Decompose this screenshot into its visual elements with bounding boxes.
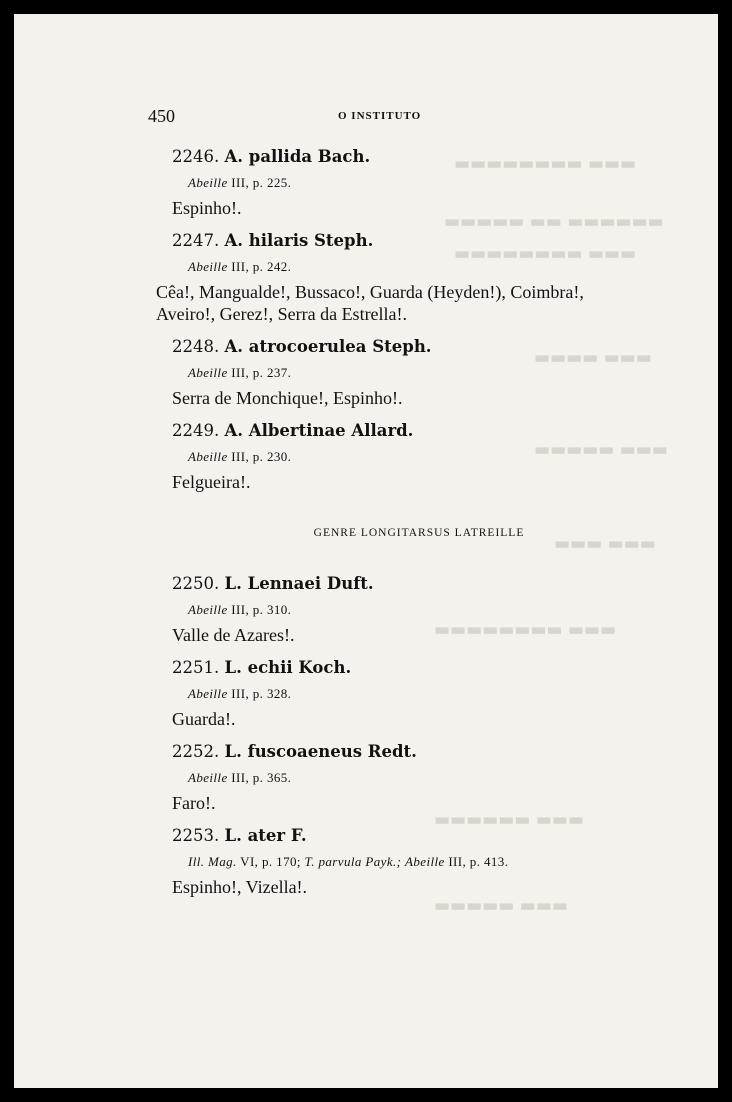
species-list [156, 146, 626, 898]
reference-detail: III, p. 225. [231, 175, 292, 190]
entry-reference [172, 174, 626, 192]
entry-reference [172, 853, 626, 871]
species-name: L. echii Koch. [224, 658, 352, 677]
reference-detail: III, p. 237. [231, 365, 292, 380]
entry-number: 2250. [172, 574, 220, 593]
species-entry-2252 [172, 741, 626, 814]
entry-title [172, 230, 626, 252]
entry-localities: Espinho!. [172, 198, 242, 218]
entry-reference [172, 364, 626, 382]
reference-source: Abeille [188, 175, 228, 190]
entry-reference [172, 258, 626, 276]
reference-synonym: T. parvula Payk.; [304, 854, 402, 869]
entry-localities: Serra de Monchique!, Espinho!. [172, 388, 403, 408]
entry-localities: Guarda!. [172, 709, 236, 729]
entry-title [172, 146, 626, 168]
species-entry-2253 [172, 825, 626, 898]
entry-number: 2247. [172, 231, 220, 250]
entry-number: 2253. [172, 826, 220, 845]
reference-detail: III, p. 230. [231, 449, 292, 464]
entry-localities: Faro!. [172, 793, 216, 813]
reference-source-secondary: Abeille [405, 854, 445, 869]
page-number: 450 [148, 106, 175, 126]
entry-title [172, 420, 626, 442]
reference-detail: VI, p. 170; [240, 854, 301, 869]
entry-number: 2252. [172, 742, 220, 761]
entry-localities: Valle de Azares!. [172, 625, 295, 645]
entry-number: 2246. [172, 147, 220, 166]
entry-number: 2251. [172, 658, 220, 677]
species-name: A. atrocoerulea Steph. [224, 337, 432, 356]
reference-source: Abeille [188, 365, 228, 380]
entry-title [172, 825, 626, 847]
entry-number: 2248. [172, 337, 220, 356]
reference-source: Ill. Mag. [188, 854, 237, 869]
species-name: A. pallida Bach. [224, 147, 371, 166]
entry-title [172, 573, 626, 595]
reference-detail: III, p. 310. [231, 602, 292, 617]
species-entry-2250 [172, 573, 626, 646]
reference-source: Abeille [188, 259, 228, 274]
species-entry-2248 [172, 336, 626, 409]
entry-localities: Felgueira!. [172, 472, 251, 492]
running-head [148, 106, 622, 128]
entry-localities: Cêa!, Mangualde!, Bussaco!, Guarda (Heyden!), Coimbra!, Aveiro!, Gerez!, Serra da Estrella!. [156, 282, 584, 324]
entry-number: 2249. [172, 421, 220, 440]
species-name: L. ater F. [224, 826, 307, 845]
reference-source: Abeille [188, 686, 228, 701]
reference-detail-secondary: III, p. 413. [448, 854, 509, 869]
entry-localities: Espinho!, Vizella!. [172, 877, 308, 897]
species-name: A. Albertinae Allard. [224, 421, 414, 440]
bleed-through-texture: ▬▬▬ ▬▬▬▬▬▬▬▬ ▬▬▬▬▬▬ ▬▬ ▬▬▬▬▬ ▬▬▬ ▬▬▬▬▬▬▬▬ ▬▬▬ ▬▬▬▬ ▬▬▬ ▬▬▬▬▬ ▬▬▬ ▬▬▬ ▬▬▬ ▬▬▬▬▬▬▬▬ ▬▬▬ ▬▬▬▬▬▬ ▬▬▬ ▬▬▬▬▬ [434, 154, 668, 916]
reference-source: Abeille [188, 602, 228, 617]
entry-title [172, 741, 626, 763]
entry-title [172, 336, 626, 358]
species-name: L. Lennaei Duft. [224, 574, 374, 593]
reference-detail: III, p. 328. [231, 686, 292, 701]
document-page [14, 14, 718, 1088]
reference-source: Abeille [188, 770, 228, 785]
species-entry-2247 [156, 230, 626, 325]
reference-detail: III, p. 365. [231, 770, 292, 785]
reference-source: Abeille [188, 449, 228, 464]
entry-reference [172, 601, 626, 619]
genre-heading: GENRE LONGITARSUS LATREILLE [313, 527, 525, 539]
species-entry-2251 [172, 657, 626, 730]
entry-reference [172, 685, 626, 703]
entry-reference [172, 769, 626, 787]
reference-detail: III, p. 242. [231, 259, 292, 274]
entry-title [172, 657, 626, 679]
species-entry-2246 [172, 146, 626, 219]
species-name: L. fuscoaeneus Redt. [224, 742, 417, 761]
entry-reference [172, 448, 626, 466]
species-entry-2249 [172, 420, 626, 493]
species-name: A. hilaris Steph. [224, 231, 374, 250]
journal-title: O INSTITUTO [338, 110, 422, 122]
